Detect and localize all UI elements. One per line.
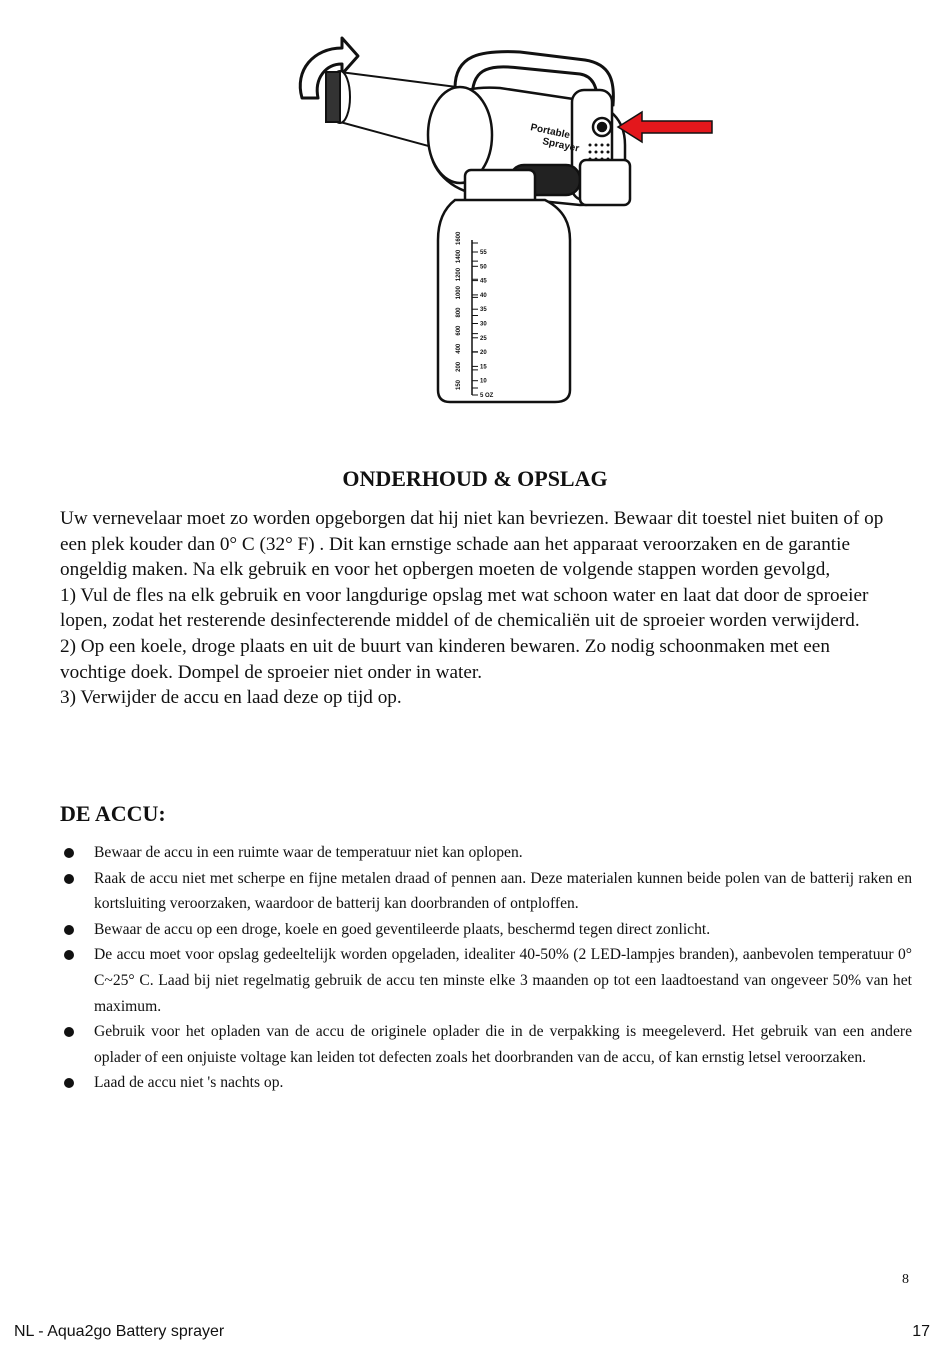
bullet-icon bbox=[64, 848, 74, 858]
list-item bbox=[60, 840, 912, 866]
oz-scale-label: 35 bbox=[480, 307, 487, 314]
battery-bullet-text: Laad de accu niet 's nachts op. bbox=[94, 1074, 284, 1092]
maintenance-intro: Uw vernevelaar moet zo worden opgeborgen dat hij niet kan bevriezen. Bewaar dit toestel niet buiten of op een plek kouder dan 0° C (32° F) . Dit kan ernstige schade aan het apparaat veroorzaken en de garantie ongeldig maken. Na elk gebruik en voor het opbergen moeten de volgende stappen worden gevolgd, bbox=[60, 508, 884, 581]
bullet-icon bbox=[64, 874, 74, 884]
ml-scale-label: 1000 bbox=[456, 286, 462, 300]
oz-scale-label: 5 OZ bbox=[480, 393, 494, 399]
oz-scale-label: 30 bbox=[480, 321, 487, 328]
ml-scale-label: 1400 bbox=[456, 249, 462, 264]
oz-scale-label: 50 bbox=[480, 264, 487, 271]
page-number-small: 8 bbox=[902, 1272, 909, 1287]
list-item bbox=[60, 917, 912, 943]
oz-scale-label: 55 bbox=[480, 250, 487, 256]
bullet-icon bbox=[64, 1078, 74, 1088]
bullet-icon bbox=[64, 950, 74, 960]
list-item bbox=[60, 866, 912, 917]
battery-bullet-text: Gebruik voor het opladen van de accu de originele oplader die in de verpakking is meegeleverd. Het gebruik van een andere oplader of een onjuiste voltage kan leiden tot defecten zoals het doorbranden van de accu, of kan ernstig letsel veroorzaken. bbox=[94, 1023, 912, 1066]
sprayer-illustration bbox=[280, 30, 730, 415]
list-item bbox=[60, 1019, 912, 1070]
device-label-line2: Sprayer bbox=[541, 136, 581, 155]
maintenance-step-1: 1) Vul de fles na elk gebruik en voor langdurige opslag met wat schoon water en laat dat door de sproeier lopen, zodat het resterende desinfecterende middel of de chemicaliën uit de sproeier worden verwijderd. bbox=[60, 584, 869, 632]
footer-page-number: 17 bbox=[912, 1323, 930, 1340]
ml-scale-label: 1200 bbox=[456, 267, 462, 282]
ml-scale-label: 400 bbox=[456, 343, 462, 354]
bullet-icon bbox=[64, 925, 74, 935]
oz-scale-label: 40 bbox=[480, 292, 487, 299]
bullet-icon bbox=[64, 1027, 74, 1037]
ml-scale-label: 1600 bbox=[456, 231, 462, 245]
list-item bbox=[60, 1070, 912, 1096]
oz-scale-label: 25 bbox=[480, 335, 487, 342]
ml-scale-label: 150 bbox=[456, 379, 462, 390]
pointer-arrow-icon bbox=[618, 112, 712, 142]
footer-document-title: NL - Aqua2go Battery sprayer bbox=[14, 1323, 225, 1340]
oz-scale-label: 45 bbox=[480, 278, 487, 285]
section-title-battery: DE ACCU: bbox=[60, 801, 166, 826]
maintenance-step-3: 3) Verwijder de accu en laad deze op tijd op. bbox=[60, 687, 402, 709]
battery-bullet-text: Bewaar de accu op een droge, koele en goed geventileerde plaats, beschermd tegen direct zonlicht. bbox=[94, 920, 711, 938]
battery-bullet-list bbox=[60, 840, 912, 1096]
oz-scale-label: 20 bbox=[480, 350, 487, 357]
ml-scale-label: 800 bbox=[456, 307, 462, 318]
maintenance-step-2: 2) Op een koele, droge plaats en uit de buurt van kinderen bewaren. Zo nodig schoonmaken met een vochtige doek. Dompel de sproeier niet onder in water. bbox=[60, 635, 830, 683]
device-label-line1: Portable bbox=[529, 122, 571, 142]
ml-scale-label: 600 bbox=[456, 325, 462, 336]
list-item bbox=[60, 942, 912, 1019]
battery-bullet-text: Raak de accu niet met scherpe en fijne metalen draad of pennen aan. Deze materialen kunnen beide polen van de batterij raken en kortsluiting veroorzaken, waardoor de batterij kan doorbranden of ontploffen. bbox=[94, 869, 912, 913]
battery-bullet-text: De accu moet voor opslag gedeeltelijk worden opgeladen, idealiter 40-50% (2 LED-lampjes branden), aanbevolen temperatuur 0° C~25° C. Laad bij niet regelmatig gebruik de accu ten minste elke 3 maanden op tot een laadtoestand van ongeveer 50% van het maximum. bbox=[94, 946, 912, 1015]
battery-bullet-text: Bewaar de accu in een ruimte waar de temperatuur niet kan oplopen. bbox=[94, 844, 523, 861]
section-title-maintenance: ONDERHOUD & OPSLAG bbox=[342, 466, 608, 491]
oz-scale-label: 15 bbox=[480, 364, 487, 371]
oz-scale-label: 10 bbox=[480, 378, 487, 385]
maintenance-text bbox=[60, 506, 900, 711]
ml-scale-label: 200 bbox=[456, 361, 462, 372]
